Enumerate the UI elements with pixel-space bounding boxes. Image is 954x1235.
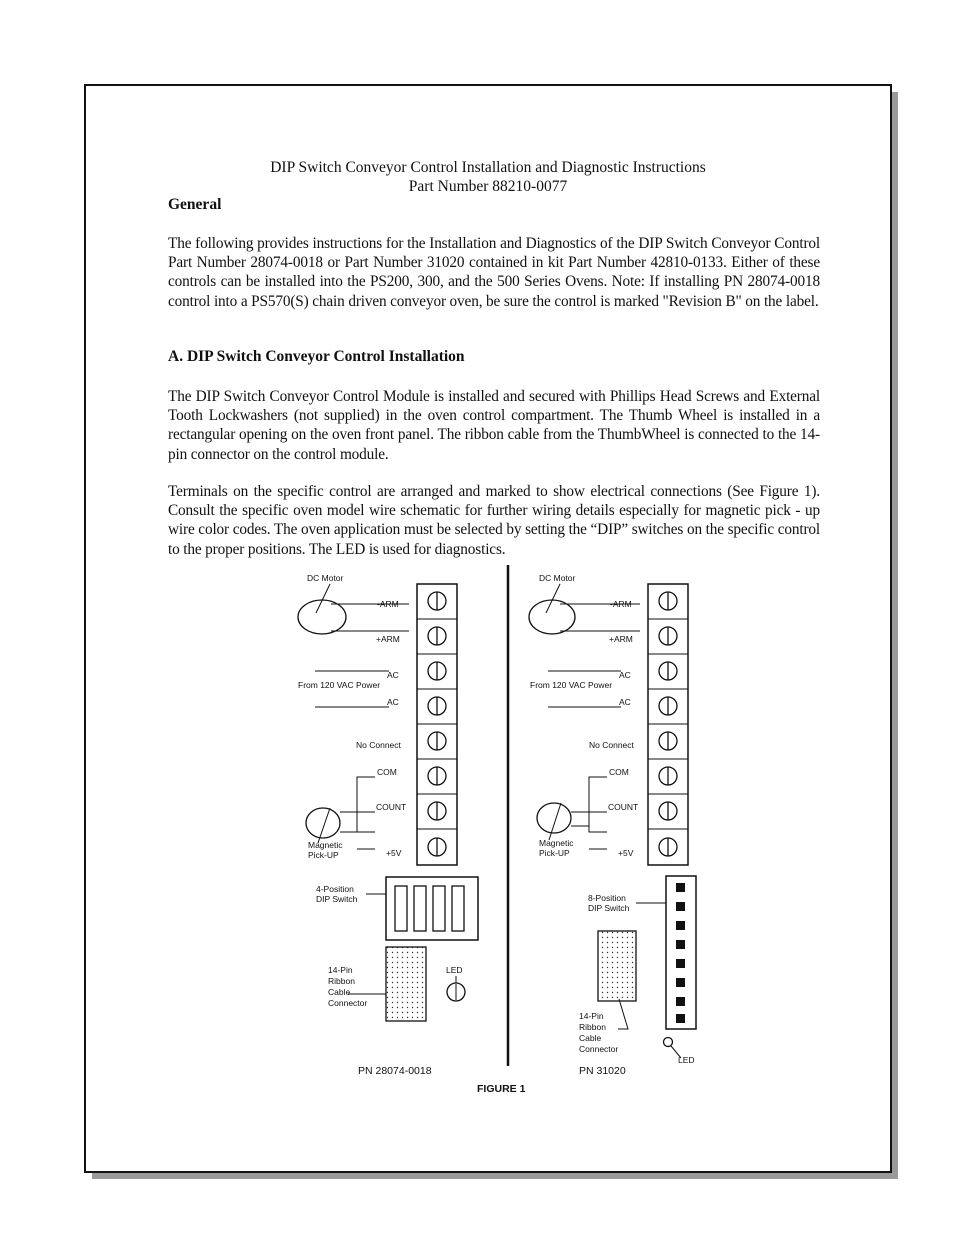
left-pickup-label: Pick-UP — [308, 850, 339, 860]
left-dip-switch — [386, 877, 478, 940]
left-dc-motor-icon — [298, 600, 346, 634]
left-part-number: PN 28074-0018 — [358, 1065, 432, 1077]
right-dc-motor-icon — [529, 600, 575, 634]
right-led-icon — [664, 1038, 673, 1047]
section-a-paragraph-1: The DIP Switch Conveyor Control Module is installed and secured with Phillips Head Screws and External Tooth Lockwashers (not supplied) in the oven control compartment. The Thumb Wheel is installed in a rectangular opening on the oven front panel. The ribbon cable from the ThumbWheel is connected to the 14-pin connector on the control module. — [168, 388, 820, 463]
right-dip-label-1: 8-Position — [588, 893, 626, 903]
right-arm-plus: +ARM — [609, 634, 633, 644]
right-dip-switch — [666, 876, 696, 1029]
right-terminal-block — [648, 584, 688, 865]
right-ribbon-label-4: Connector — [579, 1044, 619, 1054]
left-arm-plus: +ARM — [376, 634, 400, 644]
right-control — [529, 573, 696, 1077]
figure-caption: FIGURE 1 — [477, 1083, 526, 1095]
left-dip-label-2: DIP Switch — [316, 894, 358, 904]
right-com: COM — [609, 767, 629, 777]
left-com: COM — [377, 767, 397, 777]
right-count: COUNT — [608, 802, 639, 812]
right-no-connect: No Connect — [589, 740, 634, 750]
left-terminal-block — [417, 584, 457, 865]
left-control — [298, 573, 478, 1077]
left-ribbon-label-4: Connector — [328, 998, 368, 1008]
left-5v: +5V — [386, 848, 402, 858]
left-no-connect: No Connect — [356, 740, 401, 750]
left-ac-bottom: AC — [387, 697, 399, 707]
title-line-2: Part Number 88210-0077 — [408, 178, 568, 195]
left-ribbon-label-3: Cable — [328, 987, 351, 997]
general-heading: General — [168, 196, 222, 213]
left-ribbon-label-1: 14-Pin — [328, 965, 353, 975]
section-a-paragraph-2: Terminals on the specific control are arranged and marked to show electrical connections (See Figure 1). Consult the specific oven model wire schematic for further wiring details especially for magnetic pick - up wire color codes. The oven application must be selected by setting the “DIP” switches on the specific control to the proper positions. The LED is used for diagnostics. — [168, 483, 820, 558]
right-led-label: LED — [678, 1055, 695, 1065]
right-ribbon-label-3: Cable — [579, 1033, 602, 1043]
right-ribbon-connector — [598, 931, 636, 1001]
left-power-label: From 120 VAC Power — [298, 680, 381, 690]
right-part-number: PN 31020 — [579, 1065, 626, 1077]
section-a-heading: A. DIP Switch Conveyor Control Installation — [168, 348, 465, 365]
right-pickup-label: Pick-UP — [539, 848, 570, 858]
general-paragraph: The following provides instructions for the Installation and Diagnostics of the DIP Switch Conveyor Control Part Number 28074-0018 or Part Number 31020 contained in kit Part Number 42810-0133. Either of these controls can be installed into the PS200, 300, and the 500 Series Ovens. Note: If installing PN 28074-0018 control into a PS570(S) chain driven conveyor oven, be sure the control is marked "Revision B" on the label. — [168, 235, 820, 310]
right-ribbon-label-1: 14-Pin — [579, 1011, 604, 1021]
left-magnetic-label: Magnetic — [308, 840, 343, 850]
right-magnetic-label: Magnetic — [539, 838, 574, 848]
left-magnetic-pickup-icon — [306, 808, 340, 838]
left-led-label: LED — [446, 965, 463, 975]
right-power-label: From 120 VAC Power — [530, 680, 613, 690]
left-arm-minus: -ARM — [377, 599, 399, 609]
left-count: COUNT — [376, 802, 407, 812]
right-dip-label-2: DIP Switch — [588, 903, 630, 913]
left-ribbon-label-2: Ribbon — [328, 976, 355, 986]
title-line-1: DIP Switch Conveyor Control Installation and Diagnostic Instructions — [270, 159, 706, 176]
right-magnetic-pickup-icon — [537, 803, 571, 833]
right-ac-bottom: AC — [619, 697, 631, 707]
right-ac-top: AC — [619, 670, 631, 680]
right-5v: +5V — [618, 848, 634, 858]
left-dip-label-1: 4-Position — [316, 884, 354, 894]
left-ac-top: AC — [387, 670, 399, 680]
right-ribbon-label-2: Ribbon — [579, 1022, 606, 1032]
right-arm-minus: -ARM — [610, 599, 632, 609]
left-ribbon-connector — [386, 947, 426, 1021]
left-dc-motor-label: DC Motor — [307, 573, 344, 583]
right-dc-motor-label: DC Motor — [539, 573, 576, 583]
